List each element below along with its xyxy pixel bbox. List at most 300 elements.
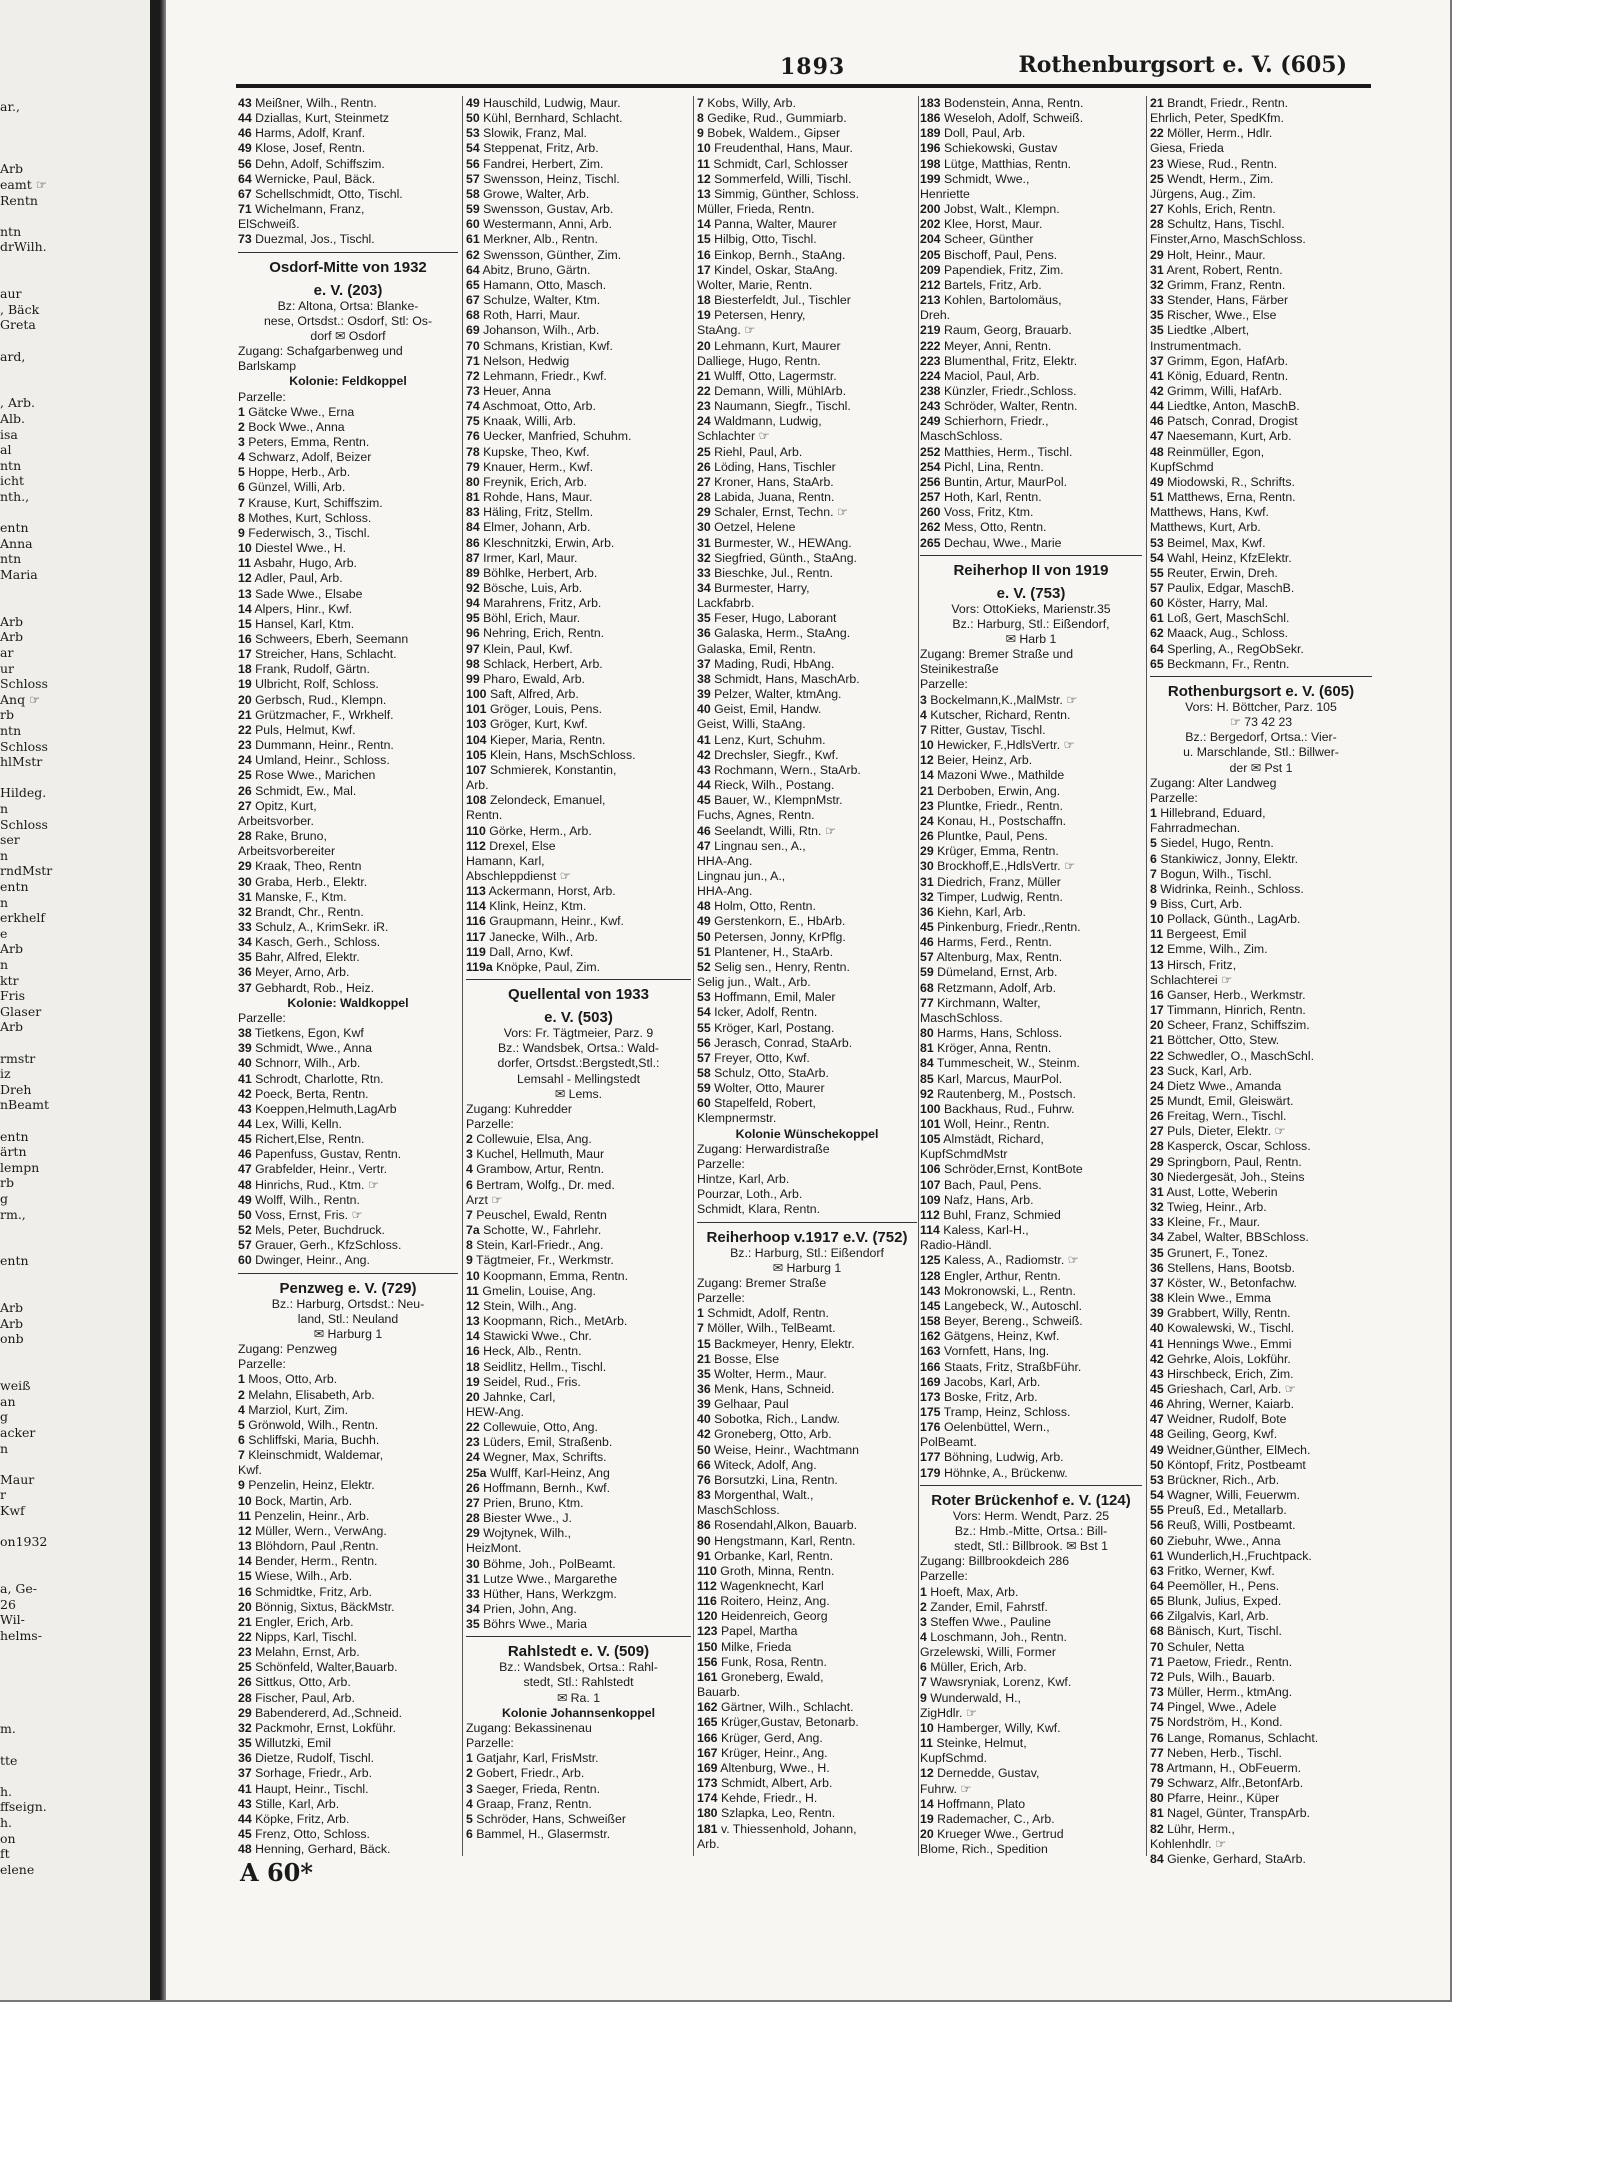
- list-item: [920, 232, 1142, 247]
- parcel-number: 3: [920, 1614, 927, 1629]
- association-info: Bz.: Hmb.-Mitte, Ortsa.: Bill-: [954, 1523, 1108, 1538]
- page-number: 1893: [780, 54, 846, 80]
- list-item: [920, 1797, 1142, 1812]
- tenant-entry: Schellschmidt, Otto, Tischl.: [255, 186, 403, 201]
- tenant-entry: Patsch, Conrad, Drogist: [1167, 414, 1298, 429]
- tenant-entry: Graupmann, Heinr., Kwf.: [489, 914, 624, 929]
- list-item: [697, 1624, 917, 1639]
- parcel-number: 18: [697, 293, 711, 308]
- list-item: [1150, 836, 1372, 851]
- parcel-number: 32: [1150, 1200, 1164, 1215]
- list-item: [697, 520, 917, 535]
- parcel-number: 37: [238, 1766, 252, 1781]
- list-item: [697, 1382, 917, 1397]
- parcel-number: 9: [466, 1253, 473, 1268]
- parcel-number: 22: [1150, 1048, 1164, 1063]
- parcel-number: 19: [920, 1811, 934, 1826]
- parcel-number: 35: [1150, 323, 1164, 338]
- parcel-number: 38: [697, 671, 711, 686]
- tenant-entry: Schmidt, Adolf, Rentn.: [707, 1306, 829, 1321]
- parcel-number: 7a: [466, 1223, 480, 1238]
- tenant-entry: Nafz, Hans, Arb.: [943, 1192, 1034, 1207]
- text-line: Abschleppdienst ☞: [466, 868, 571, 883]
- fragment-line: eamt ☞: [0, 178, 47, 192]
- list-item: [238, 1645, 458, 1660]
- tenant-entry: Bammel, H., Glasermstr.: [476, 1827, 611, 1842]
- parcel-number: 14: [238, 1554, 252, 1569]
- parcel-number: 23: [697, 399, 711, 414]
- text-line: KupfSchmdMstr: [920, 1147, 1008, 1162]
- fragment-line: e: [0, 926, 8, 941]
- list-item: [466, 308, 691, 323]
- parcel-number: 32: [238, 904, 252, 919]
- tenant-entry: Wernicke, Paul, Bäck.: [255, 171, 376, 186]
- list-item: [238, 1403, 458, 1418]
- tenant-entry: Kohlen, Bartolomäus,: [943, 293, 1062, 308]
- tenant-entry: Zander, Emil, Fahrstf.: [930, 1599, 1048, 1614]
- tenant-entry: Kirchmann, Walter,: [937, 995, 1041, 1010]
- tenant-entry: Puls, Helmut, Kwf.: [255, 722, 356, 737]
- parcel-number: 219: [920, 323, 941, 338]
- parcel-number: 32: [238, 1720, 252, 1735]
- parcel-number: 42: [1150, 383, 1164, 398]
- column-5: [1150, 96, 1372, 1956]
- tenant-entry: Jerasch, Conrad, StaArb.: [714, 1035, 853, 1050]
- parcel-number: 114: [466, 899, 486, 914]
- association-info: Bz.: Wandsbek, Ortsa.: Rahl-: [499, 1660, 658, 1675]
- fragment-line: r: [0, 1488, 6, 1503]
- tenant-entry: Streicher, Hans, Schlacht.: [255, 647, 397, 662]
- list-item: [238, 1751, 458, 1766]
- association-info: land, Stl.: Neuland: [297, 1311, 399, 1326]
- fragment-line: Arb: [0, 630, 24, 645]
- list-item: [466, 505, 691, 520]
- tenant-entry: Schmidtke, Fritz, Arb.: [255, 1584, 372, 1599]
- tenant-entry: Pluntke, Paul, Pens.: [937, 829, 1048, 844]
- list-item: [466, 339, 691, 354]
- fragment-line: aur: [0, 287, 22, 302]
- tenant-entry: Gätcke Wwe., Erna: [248, 404, 355, 419]
- list-item: [466, 717, 691, 732]
- list-item: [920, 1072, 1142, 1087]
- fragment-line: Arb: [0, 1301, 24, 1316]
- text-line: Instrumentmach.: [1150, 338, 1242, 353]
- list-item: [466, 793, 691, 808]
- tenant-entry: Widrinka, Reinh., Schloss.: [1160, 881, 1304, 896]
- list-item: [238, 126, 458, 141]
- tenant-entry: Hoppe, Herb., Arb.: [248, 465, 351, 480]
- list-item: [466, 1223, 691, 1238]
- list-item: [1150, 1624, 1372, 1639]
- fragment-line: entn: [0, 1254, 29, 1269]
- list-item: [238, 435, 458, 450]
- list-item: [1150, 1731, 1372, 1746]
- tenant-entry: Hoth, Karl, Rentn.: [943, 490, 1042, 505]
- tenant-entry: Prien, Bruno, Ktm.: [483, 1495, 584, 1510]
- tenant-entry: Twieg, Heinr., Arb.: [1166, 1200, 1267, 1215]
- parcel-number: 23: [466, 1435, 480, 1450]
- text-line: ElSchweiß.: [238, 217, 300, 232]
- list-item: [697, 1594, 917, 1609]
- parcel-number: 50: [697, 1442, 711, 1457]
- tenant-entry: Gerbsch, Rud., Klempn.: [255, 692, 387, 707]
- fragment-line: Alb.: [0, 412, 25, 426]
- parcel-number: 74: [466, 399, 480, 414]
- list-item: [238, 450, 458, 465]
- list-item: [697, 1700, 917, 1715]
- list-item: [238, 1041, 458, 1056]
- list-item: [466, 1751, 691, 1766]
- parcel-number: 68: [466, 308, 480, 323]
- list-item: [697, 172, 917, 187]
- parcel-number: 10: [1150, 912, 1164, 927]
- fragment-line: tte: [0, 1753, 18, 1768]
- tenant-entry: Görke, Herm., Arb.: [489, 823, 592, 838]
- tenant-entry: Vornfett, Hans, Ing.: [943, 1344, 1050, 1359]
- parcel-number: 143: [920, 1283, 941, 1298]
- parcel-number: 32: [1150, 277, 1164, 292]
- parcel-number: 260: [920, 505, 941, 520]
- parcel-number: 45: [920, 919, 934, 934]
- parcel-number: 2: [238, 1387, 245, 1402]
- parcel-number: 74: [1150, 1700, 1164, 1715]
- tenant-entry: Groth, Minna, Rentn.: [720, 1563, 835, 1578]
- tenant-entry: Krüger, Gerd, Ang.: [720, 1730, 823, 1745]
- text-line: Galaska, Emil, Rentn.: [697, 641, 816, 656]
- tenant-entry: Rademacher, C., Arb.: [937, 1811, 1055, 1826]
- list-item: [920, 920, 1142, 935]
- tenant-entry: Kobs, Willy, Arb.: [707, 96, 796, 110]
- list-item: [1150, 1534, 1372, 1549]
- tenant-entry: Bösche, Luis, Arb.: [483, 581, 583, 595]
- list-item: [920, 1766, 1142, 1781]
- parcel-number: 20: [1150, 1018, 1164, 1033]
- list-item: [238, 1072, 458, 1087]
- parcel-number: 81: [466, 490, 480, 505]
- tenant-entry: Günzel, Willi, Arb.: [248, 480, 346, 495]
- parcel-number: 35: [697, 1366, 711, 1381]
- tenant-entry: Tägtmeier, Fr., Werkmstr.: [476, 1253, 614, 1268]
- fragment-line: elene: [0, 1862, 35, 1877]
- tenant-entry: Schröder,Ernst, KontBote: [943, 1162, 1083, 1177]
- list-item: [920, 965, 1142, 980]
- tenant-entry: Schiekowski, Gustav: [943, 141, 1058, 156]
- parcel-number: 50: [238, 1207, 252, 1222]
- list-item: [1150, 96, 1372, 111]
- text-line: HEW-Ang.: [466, 1404, 524, 1419]
- column-2: [466, 96, 691, 1956]
- list-item: [697, 1306, 917, 1321]
- tenant-entry: Bahr, Alfred, Elektr.: [255, 950, 360, 965]
- parcel-number: 26: [697, 459, 711, 474]
- tenant-entry: Schulz, A., KrimSekr. iR.: [255, 919, 389, 934]
- fragment-line: ft: [0, 1847, 10, 1862]
- parcel-number: 47: [1150, 429, 1164, 444]
- tenant-entry: Mels, Peter, Buchdruck.: [255, 1223, 385, 1238]
- list-item: [920, 369, 1142, 384]
- list-item: [1150, 1109, 1372, 1124]
- tenant-entry: Böhlke, Herbert, Arb.: [483, 565, 598, 580]
- tenant-entry: Brockhoff,E.,HdlsVertr. ☞: [937, 859, 1076, 874]
- list-item: [466, 611, 691, 626]
- tenant-entry: Sobotka, Rich., Landw.: [714, 1412, 840, 1427]
- tenant-entry: Manske, F., Ktm.: [255, 889, 347, 904]
- parcel-number: 200: [920, 202, 941, 217]
- text-line: HHA-Ang.: [697, 853, 753, 868]
- list-item: [920, 799, 1142, 814]
- parcel-number: 66: [1150, 1609, 1164, 1624]
- tenant-entry: Wolter, Otto, Maurer: [714, 1081, 825, 1096]
- list-item: [1150, 278, 1372, 293]
- tenant-entry: Wulff, Karl-Heinz, Ang: [489, 1465, 610, 1480]
- parcel-number: 23: [1150, 1063, 1164, 1078]
- parcel-number: 204: [920, 232, 941, 247]
- parcel-number: 72: [1150, 1669, 1164, 1684]
- list-item: [238, 784, 458, 799]
- parcel-number: 65: [1150, 1594, 1164, 1609]
- tenant-entry: Loß, Gert, MaschSchl.: [1167, 611, 1290, 626]
- parcel-number: 222: [920, 338, 941, 353]
- tenant-entry: Grimm, Egon, HafArb.: [1167, 353, 1289, 368]
- tenant-entry: Sittkus, Otto, Arb.: [255, 1675, 351, 1690]
- list-item: [920, 738, 1142, 753]
- tenant-entry: Klee, Horst, Maur.: [943, 217, 1043, 232]
- parcel-number: 4: [466, 1796, 473, 1811]
- list-item: [697, 141, 917, 156]
- tenant-entry: Puls, Wilh., Bauarb.: [1167, 1669, 1276, 1684]
- parcel-number: 31: [1150, 262, 1164, 277]
- parcel-number: 18: [238, 662, 252, 677]
- parcel-number: 24: [1150, 1078, 1164, 1093]
- list-item: [1150, 1518, 1372, 1533]
- list-item: [238, 1509, 458, 1524]
- list-item: [920, 950, 1142, 965]
- list-item: [920, 505, 1142, 520]
- association-heading: e. V. (503): [544, 1009, 613, 1027]
- list-item: [1150, 1139, 1372, 1154]
- tenant-entry: Grauer, Gerh., KfzSchloss.: [255, 1238, 402, 1253]
- tenant-entry: Ackermann, Horst, Arb.: [488, 884, 616, 899]
- text-line: Finster,Arno, MaschSchloss.: [1150, 232, 1306, 247]
- parcel-number: 79: [466, 459, 480, 474]
- fragment-line: Arb: [0, 614, 24, 629]
- list-item: [238, 1193, 458, 1208]
- list-item: [1150, 626, 1372, 641]
- tenant-entry: Heidenreich, Georg: [720, 1609, 828, 1624]
- parcel-number: 53: [697, 990, 711, 1005]
- parcel-number: 11: [238, 1508, 251, 1523]
- tenant-entry: Dernedde, Gustav,: [937, 1766, 1040, 1781]
- fragment-line: lempn: [0, 1160, 40, 1175]
- parcel-number: 24: [920, 813, 934, 828]
- tenant-entry: Wolter, Herm., Maur.: [714, 1366, 827, 1381]
- parcel-number: 72: [466, 368, 480, 383]
- tenant-entry: Wunderwald, H.,: [930, 1690, 1021, 1705]
- parcel-number: 37: [238, 980, 252, 995]
- list-item: [238, 632, 458, 647]
- tenant-entry: Paetow, Friedr., Rentn.: [1167, 1654, 1293, 1669]
- text-line: Zugang: Schafgarbenweg und: [238, 344, 403, 359]
- tenant-entry: Kröger, Anna, Rentn.: [937, 1041, 1052, 1056]
- list-item: [1150, 867, 1372, 882]
- list-item: [697, 263, 917, 278]
- fragment-line: drWilh.: [0, 240, 47, 255]
- parcel-number: 20: [238, 692, 252, 707]
- list-item: [466, 626, 691, 641]
- parcel-number: 10: [920, 1720, 934, 1735]
- parcel-number: 85: [920, 1071, 934, 1086]
- list-item: [238, 141, 458, 156]
- parcel-number: 15: [697, 232, 711, 247]
- tenant-entry: Raum, Georg, Brauarb.: [943, 323, 1072, 338]
- tenant-entry: Miodowski, R., Schrifts.: [1167, 474, 1295, 489]
- text-line: Bauarb.: [697, 1685, 741, 1700]
- parcel-number: 47: [697, 838, 711, 853]
- parcel-number: 6: [466, 1177, 473, 1192]
- list-item: [466, 1782, 691, 1797]
- list-item: [238, 1615, 458, 1630]
- parcel-number: 179: [920, 1465, 941, 1480]
- association-heading: Penzweg e. V. (729): [279, 1279, 417, 1297]
- parcel-number: 12: [697, 171, 711, 186]
- tenant-entry: Altenburg, Wwe., H.: [720, 1760, 830, 1775]
- list-item: [1150, 1655, 1372, 1670]
- parcel-number: 71: [1150, 1654, 1164, 1669]
- tenant-entry: Frenz, Otto, Schloss.: [255, 1827, 370, 1842]
- fragment-line: a, Ge-: [0, 1582, 38, 1596]
- list-item: [466, 232, 691, 247]
- text-line: Lackfabrb.: [697, 596, 755, 611]
- parcel-number: 54: [1150, 550, 1164, 565]
- tenant-entry: Wagenknecht, Karl: [720, 1579, 824, 1593]
- parcel-number: 59: [466, 202, 480, 217]
- list-item: [920, 1162, 1142, 1177]
- list-item: [697, 1564, 917, 1579]
- parcel-number: 7: [238, 495, 245, 510]
- parcel-number: 71: [466, 353, 480, 368]
- parcel-number: 56: [466, 156, 480, 171]
- tenant-entry: Blunk, Julius, Exped.: [1167, 1594, 1282, 1609]
- parcel-number: 16: [1150, 987, 1164, 1002]
- tenant-entry: Voss, Ernst, Fris. ☞: [255, 1207, 363, 1222]
- tenant-entry: Meißner, Wilh., Rentn.: [255, 96, 377, 110]
- tenant-entry: Bauer, W., KlempnMstr.: [714, 793, 843, 808]
- fragment-line: erkhelf: [0, 911, 46, 926]
- tenant-entry: Beier, Heinz, Arb.: [937, 753, 1033, 768]
- text-line: Parzelle:: [238, 1010, 286, 1025]
- list-item: [466, 1617, 691, 1632]
- tenant-entry: Beyer, Bereng., Schweiß.: [943, 1314, 1083, 1329]
- tenant-entry: Richert,Else, Rentn.: [255, 1132, 365, 1147]
- parcel-number: 5: [1150, 836, 1157, 851]
- fragment-line: onb: [0, 1332, 24, 1347]
- parcel-number: 23: [920, 798, 934, 813]
- text-line: KupfSchmd.: [920, 1751, 987, 1766]
- parcel-number: 21: [920, 783, 934, 798]
- parcel-number: 75: [466, 414, 480, 429]
- list-item: [238, 511, 458, 526]
- parcel-number: 1: [920, 1584, 927, 1599]
- tenant-entry: Mothes, Kurt, Schloss.: [248, 510, 372, 525]
- text-line: Fuhrw. ☞: [920, 1781, 972, 1796]
- parcel-number: 13: [238, 1539, 252, 1554]
- parcel-number: 69: [466, 323, 480, 338]
- tenant-entry: Tummescheit, W., Steinm.: [936, 1056, 1080, 1071]
- list-item: [697, 1822, 917, 1837]
- text-line: StaAng. ☞: [697, 323, 756, 338]
- tenant-entry: Hamann, Otto, Masch.: [483, 277, 607, 292]
- parcel-number: 21: [1150, 1033, 1164, 1048]
- list-item: [920, 1329, 1142, 1344]
- list-item: [697, 1005, 917, 1020]
- list-item: [920, 1585, 1142, 1600]
- list-item: [1150, 1852, 1372, 1867]
- tenant-entry: Zilgalvis, Karl, Arb.: [1167, 1609, 1269, 1624]
- list-item: [1150, 596, 1372, 611]
- parcel-number: 145: [920, 1298, 941, 1313]
- parcel-number: 35: [697, 611, 711, 626]
- parcel-number: 80: [1150, 1791, 1164, 1806]
- parcel-number: 265: [920, 535, 941, 550]
- parcel-number: 40: [238, 1056, 252, 1071]
- list-item: [238, 1147, 458, 1162]
- list-item: [466, 354, 691, 369]
- list-item: [1150, 1427, 1372, 1442]
- tenant-entry: Grimm, Willi, HafArb.: [1167, 383, 1282, 398]
- list-item: [920, 445, 1142, 460]
- association-info: Bz: Altona, Ortsa: Blanke-: [277, 298, 419, 313]
- parcel-number: 70: [1150, 1639, 1164, 1654]
- list-item: [238, 950, 458, 965]
- tenant-entry: Klink, Heinz, Ktm.: [489, 899, 587, 914]
- tenant-entry: Stein, Wilh., Ang.: [483, 1298, 577, 1313]
- parcel-number: 169: [697, 1760, 718, 1775]
- association-info: stedt, Stl.: Rahlstedt: [523, 1675, 634, 1690]
- parcel-number: 162: [697, 1700, 718, 1715]
- parcel-number: 3: [920, 692, 927, 707]
- parcel-number: 156: [697, 1654, 718, 1669]
- tenant-entry: Mazoni Wwe., Mathilde: [937, 768, 1065, 783]
- tenant-entry: Derboben, Erwin, Ang.: [937, 783, 1061, 798]
- list-item: [238, 617, 458, 632]
- tenant-entry: Dechau, Wwe., Marie: [943, 535, 1062, 550]
- list-item: [697, 1458, 917, 1473]
- parcel-number: 95: [466, 611, 480, 626]
- list-item: [238, 202, 458, 217]
- parcel-number: 15: [238, 616, 252, 631]
- parcel-number: 13: [466, 1314, 480, 1329]
- list-item: [238, 1736, 458, 1751]
- list-item: [466, 278, 691, 293]
- tenant-entry: Rohde, Hans, Maur.: [483, 490, 593, 505]
- list-item: [697, 1731, 917, 1746]
- parcel-number: 7: [920, 722, 927, 737]
- list-item: [697, 581, 917, 596]
- parcel-number: 31: [920, 874, 934, 889]
- parcel-number: 49: [238, 1192, 252, 1207]
- tenant-entry: Kutscher, Richard, Rentn.: [930, 707, 1071, 722]
- parcel-number: 36: [238, 965, 252, 980]
- list-item: [697, 1534, 917, 1549]
- tenant-entry: Schwarz, Alfr.,BetonfArb.: [1167, 1776, 1304, 1791]
- tenant-entry: Wendt, Herm., Zim.: [1167, 171, 1274, 186]
- tenant-entry: Lange, Romanus, Schlacht.: [1167, 1730, 1319, 1745]
- tenant-entry: Drechsler, Siegfr., Kwf.: [714, 747, 839, 762]
- list-item: [920, 1253, 1142, 1268]
- parcel-number: 10: [238, 1493, 252, 1508]
- association-info: nese, Ortsdst.: Osdorf, Stl: Os-: [263, 313, 433, 328]
- tenant-entry: Weidner,Günther, ElMech.: [1167, 1442, 1311, 1457]
